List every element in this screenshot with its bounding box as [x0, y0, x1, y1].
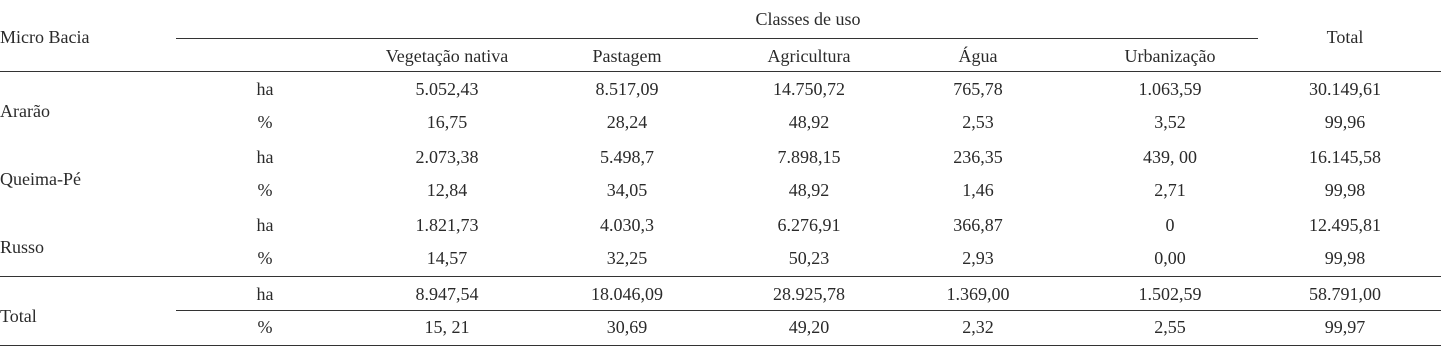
table-cell: 12,84 — [426, 180, 468, 200]
column-header: Urbanização — [1124, 46, 1216, 66]
table-cell: 34,05 — [606, 180, 648, 200]
table-cell: 5.052,43 — [415, 79, 479, 99]
table-cell: 15, 21 — [424, 317, 470, 337]
table-cell: 5.498,7 — [600, 147, 654, 167]
table-cell: 236,35 — [953, 147, 1003, 167]
column-header: Agricultura — [767, 46, 851, 66]
table-cell: 6.276,91 — [777, 215, 841, 235]
table-cell: 2,93 — [962, 248, 994, 268]
table-cell: 7.898,15 — [777, 147, 841, 167]
column-header: Água — [958, 46, 998, 66]
row-header: Micro Bacia — [0, 27, 90, 47]
table-cell: 48,92 — [788, 180, 830, 200]
total-rule — [0, 276, 1441, 277]
row-total: 99,96 — [1324, 112, 1366, 132]
table-cell: 366,87 — [953, 215, 1003, 235]
table-cell: 1,46 — [962, 180, 994, 200]
table-cell: 4.030,3 — [600, 215, 654, 235]
table-cell: 8.517,09 — [595, 79, 659, 99]
row-total: 99,97 — [1324, 317, 1366, 337]
table-cell: 765,78 — [953, 79, 1003, 99]
table-cell: 30,69 — [606, 317, 648, 337]
total-inner-rule — [176, 310, 1441, 311]
table-cell: 2,55 — [1154, 317, 1186, 337]
row-total: 99,98 — [1324, 180, 1366, 200]
table-cell: 28.925,78 — [773, 284, 845, 304]
total-header: Total — [1326, 27, 1364, 47]
table-cell: 1.502,59 — [1138, 284, 1202, 304]
header-rule — [0, 71, 1441, 72]
table-cell: 3,52 — [1154, 112, 1186, 132]
row-total: 58.791,00 — [1309, 284, 1381, 304]
row-name: Ararão — [0, 101, 50, 121]
table-cell: 28,24 — [606, 112, 648, 132]
table-cell: 32,25 — [606, 248, 648, 268]
table-cell: 1.369,00 — [946, 284, 1010, 304]
table-cell: 2,71 — [1154, 180, 1186, 200]
unit-label: ha — [256, 79, 274, 99]
unit-label: % — [257, 317, 273, 337]
table-cell: 0,00 — [1154, 248, 1186, 268]
table-cell: 439, 00 — [1143, 147, 1197, 167]
table-cell: 1.821,73 — [415, 215, 479, 235]
unit-label: % — [257, 112, 273, 132]
bottom-rule — [0, 345, 1441, 346]
table-cell: 2,53 — [962, 112, 994, 132]
column-header: Pastagem — [592, 46, 662, 66]
group-header: Classes de uso — [755, 9, 861, 29]
table-cell: 49,20 — [788, 317, 830, 337]
unit-label: % — [257, 180, 273, 200]
column-header: Vegetação nativa — [385, 46, 509, 66]
table-cell: 1.063,59 — [1138, 79, 1202, 99]
table-cell: 14.750,72 — [773, 79, 845, 99]
table-cell: 2.073,38 — [415, 147, 479, 167]
row-name: Queima-Pé — [0, 169, 81, 189]
unit-label: ha — [256, 284, 274, 304]
group-rule — [176, 38, 1258, 39]
row-name: Russo — [0, 237, 45, 257]
table-cell: 0 — [1165, 215, 1175, 235]
row-total: 99,98 — [1324, 248, 1366, 268]
table-cell: 50,23 — [788, 248, 830, 268]
table-cell: 2,32 — [962, 317, 994, 337]
row-total: 16.145,58 — [1309, 147, 1381, 167]
row-name: Total — [0, 306, 37, 326]
row-total: 12.495,81 — [1309, 215, 1381, 235]
unit-label: ha — [256, 215, 274, 235]
unit-label: ha — [256, 147, 274, 167]
table-cell: 8.947,54 — [415, 284, 479, 304]
table-cell: 48,92 — [788, 112, 830, 132]
unit-label: % — [257, 248, 273, 268]
table-cell: 16,75 — [426, 112, 468, 132]
table-cell: 14,57 — [426, 248, 468, 268]
table-cell: 18.046,09 — [591, 284, 663, 304]
row-total: 30.149,61 — [1309, 79, 1381, 99]
